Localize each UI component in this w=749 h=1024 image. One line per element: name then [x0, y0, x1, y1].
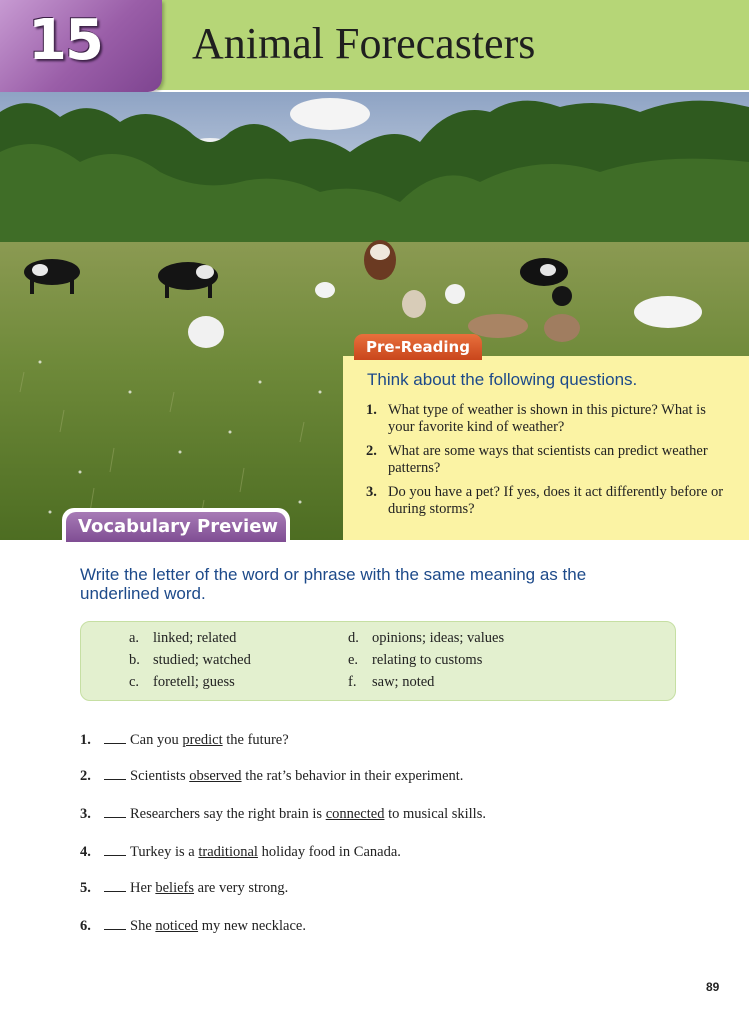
- choice-text: linked; related: [153, 630, 237, 646]
- underlined-word: traditional: [198, 844, 258, 860]
- vocab-choices-box: [80, 621, 676, 701]
- vocabulary-preview-tab: Vocabulary Preview: [66, 512, 286, 542]
- sentence-text: Researchers say the right brain is: [130, 806, 326, 822]
- choice-letter: f.: [348, 674, 357, 690]
- sentence-text: Can you: [130, 732, 183, 748]
- choice-letter: d.: [348, 630, 359, 646]
- choice-text: saw; noted: [372, 674, 435, 690]
- choice-text: relating to customs: [372, 652, 483, 668]
- exercise-number: 2.: [80, 768, 91, 784]
- answer-blank[interactable]: [104, 731, 126, 744]
- question-text: What are some ways that scientists can predict weather patterns?: [388, 443, 708, 476]
- chapter-number-box: [0, 0, 162, 92]
- underlined-word: beliefs: [155, 880, 195, 896]
- exercise-number: 3.: [80, 806, 91, 822]
- sentence-text: holiday food in Canada.: [257, 844, 401, 860]
- underlined-word: connected: [325, 806, 385, 822]
- pre-reading-heading: Think about the following questions.: [367, 370, 638, 389]
- exercise-item: [80, 843, 401, 861]
- pre-reading-questions: [366, 402, 736, 525]
- exercise-number: 4.: [80, 844, 91, 860]
- choice-letter: e.: [348, 652, 359, 668]
- exercise-item: [80, 879, 288, 897]
- sentence-text: to musical skills.: [384, 806, 486, 822]
- choice-a: [129, 630, 236, 647]
- choice-c: [129, 674, 235, 691]
- choice-text: foretell; guess: [153, 674, 235, 690]
- chapter-title: Animal Forecasters: [192, 19, 536, 68]
- exercise-number: 5.: [80, 880, 91, 896]
- sentence-text: the future?: [222, 732, 289, 748]
- answer-blank[interactable]: [104, 805, 126, 818]
- underlined-word: noticed: [155, 918, 199, 934]
- question-number: 2.: [366, 443, 377, 459]
- answer-blank[interactable]: [104, 843, 126, 856]
- cow-3: [364, 240, 396, 280]
- choice-f: [348, 674, 434, 691]
- vocab-instruction: Write the letter of the word or phrase with the same meaning as the underlined word.: [80, 565, 587, 603]
- exercise-item: [80, 917, 306, 935]
- sentence-text: Scientists: [130, 768, 190, 784]
- exercise-item: [80, 731, 289, 749]
- pre-reading-question: [366, 402, 736, 436]
- answer-blank[interactable]: [104, 917, 126, 930]
- pre-reading-question: [366, 484, 736, 518]
- question-text: What type of weather is shown in this picture? What is your favorite kind of weather?: [388, 402, 706, 435]
- sentence-text: are very strong.: [194, 880, 289, 896]
- sentence-text: Her: [130, 880, 156, 896]
- exercise-item: [80, 767, 463, 785]
- pre-reading-question: [366, 443, 736, 477]
- sentence-text: the rat’s behavior in their experiment.: [241, 768, 464, 784]
- underlined-word: predict: [182, 732, 223, 748]
- choice-b: [129, 652, 251, 669]
- chapter-number: 15: [28, 8, 102, 73]
- question-number: 3.: [366, 484, 377, 500]
- sentence-text: She: [130, 918, 156, 934]
- exercise-number: 6.: [80, 918, 91, 934]
- exercise-item: [80, 805, 486, 823]
- question-text: Do you have a pet? If yes, does it act differently before or during storms?: [388, 484, 724, 517]
- sentence-text: Turkey is a: [130, 844, 199, 860]
- page-number: 89: [706, 980, 720, 994]
- chapter-header: [0, 0, 749, 92]
- answer-blank[interactable]: [104, 879, 126, 892]
- choice-d: [348, 630, 504, 647]
- choice-text: studied; watched: [153, 652, 251, 668]
- choice-text: opinions; ideas; values: [372, 630, 505, 646]
- choice-letter: b.: [129, 652, 140, 668]
- question-number: 1.: [366, 402, 377, 418]
- choice-letter: a.: [129, 630, 140, 646]
- choice-letter: c.: [129, 674, 140, 690]
- sentence-text: my new necklace.: [198, 918, 306, 934]
- answer-blank[interactable]: [104, 767, 126, 780]
- underlined-word: observed: [189, 768, 242, 784]
- choice-e: [348, 652, 482, 669]
- pre-reading-tab: Pre-Reading: [354, 334, 482, 360]
- exercise-number: 1.: [80, 732, 91, 748]
